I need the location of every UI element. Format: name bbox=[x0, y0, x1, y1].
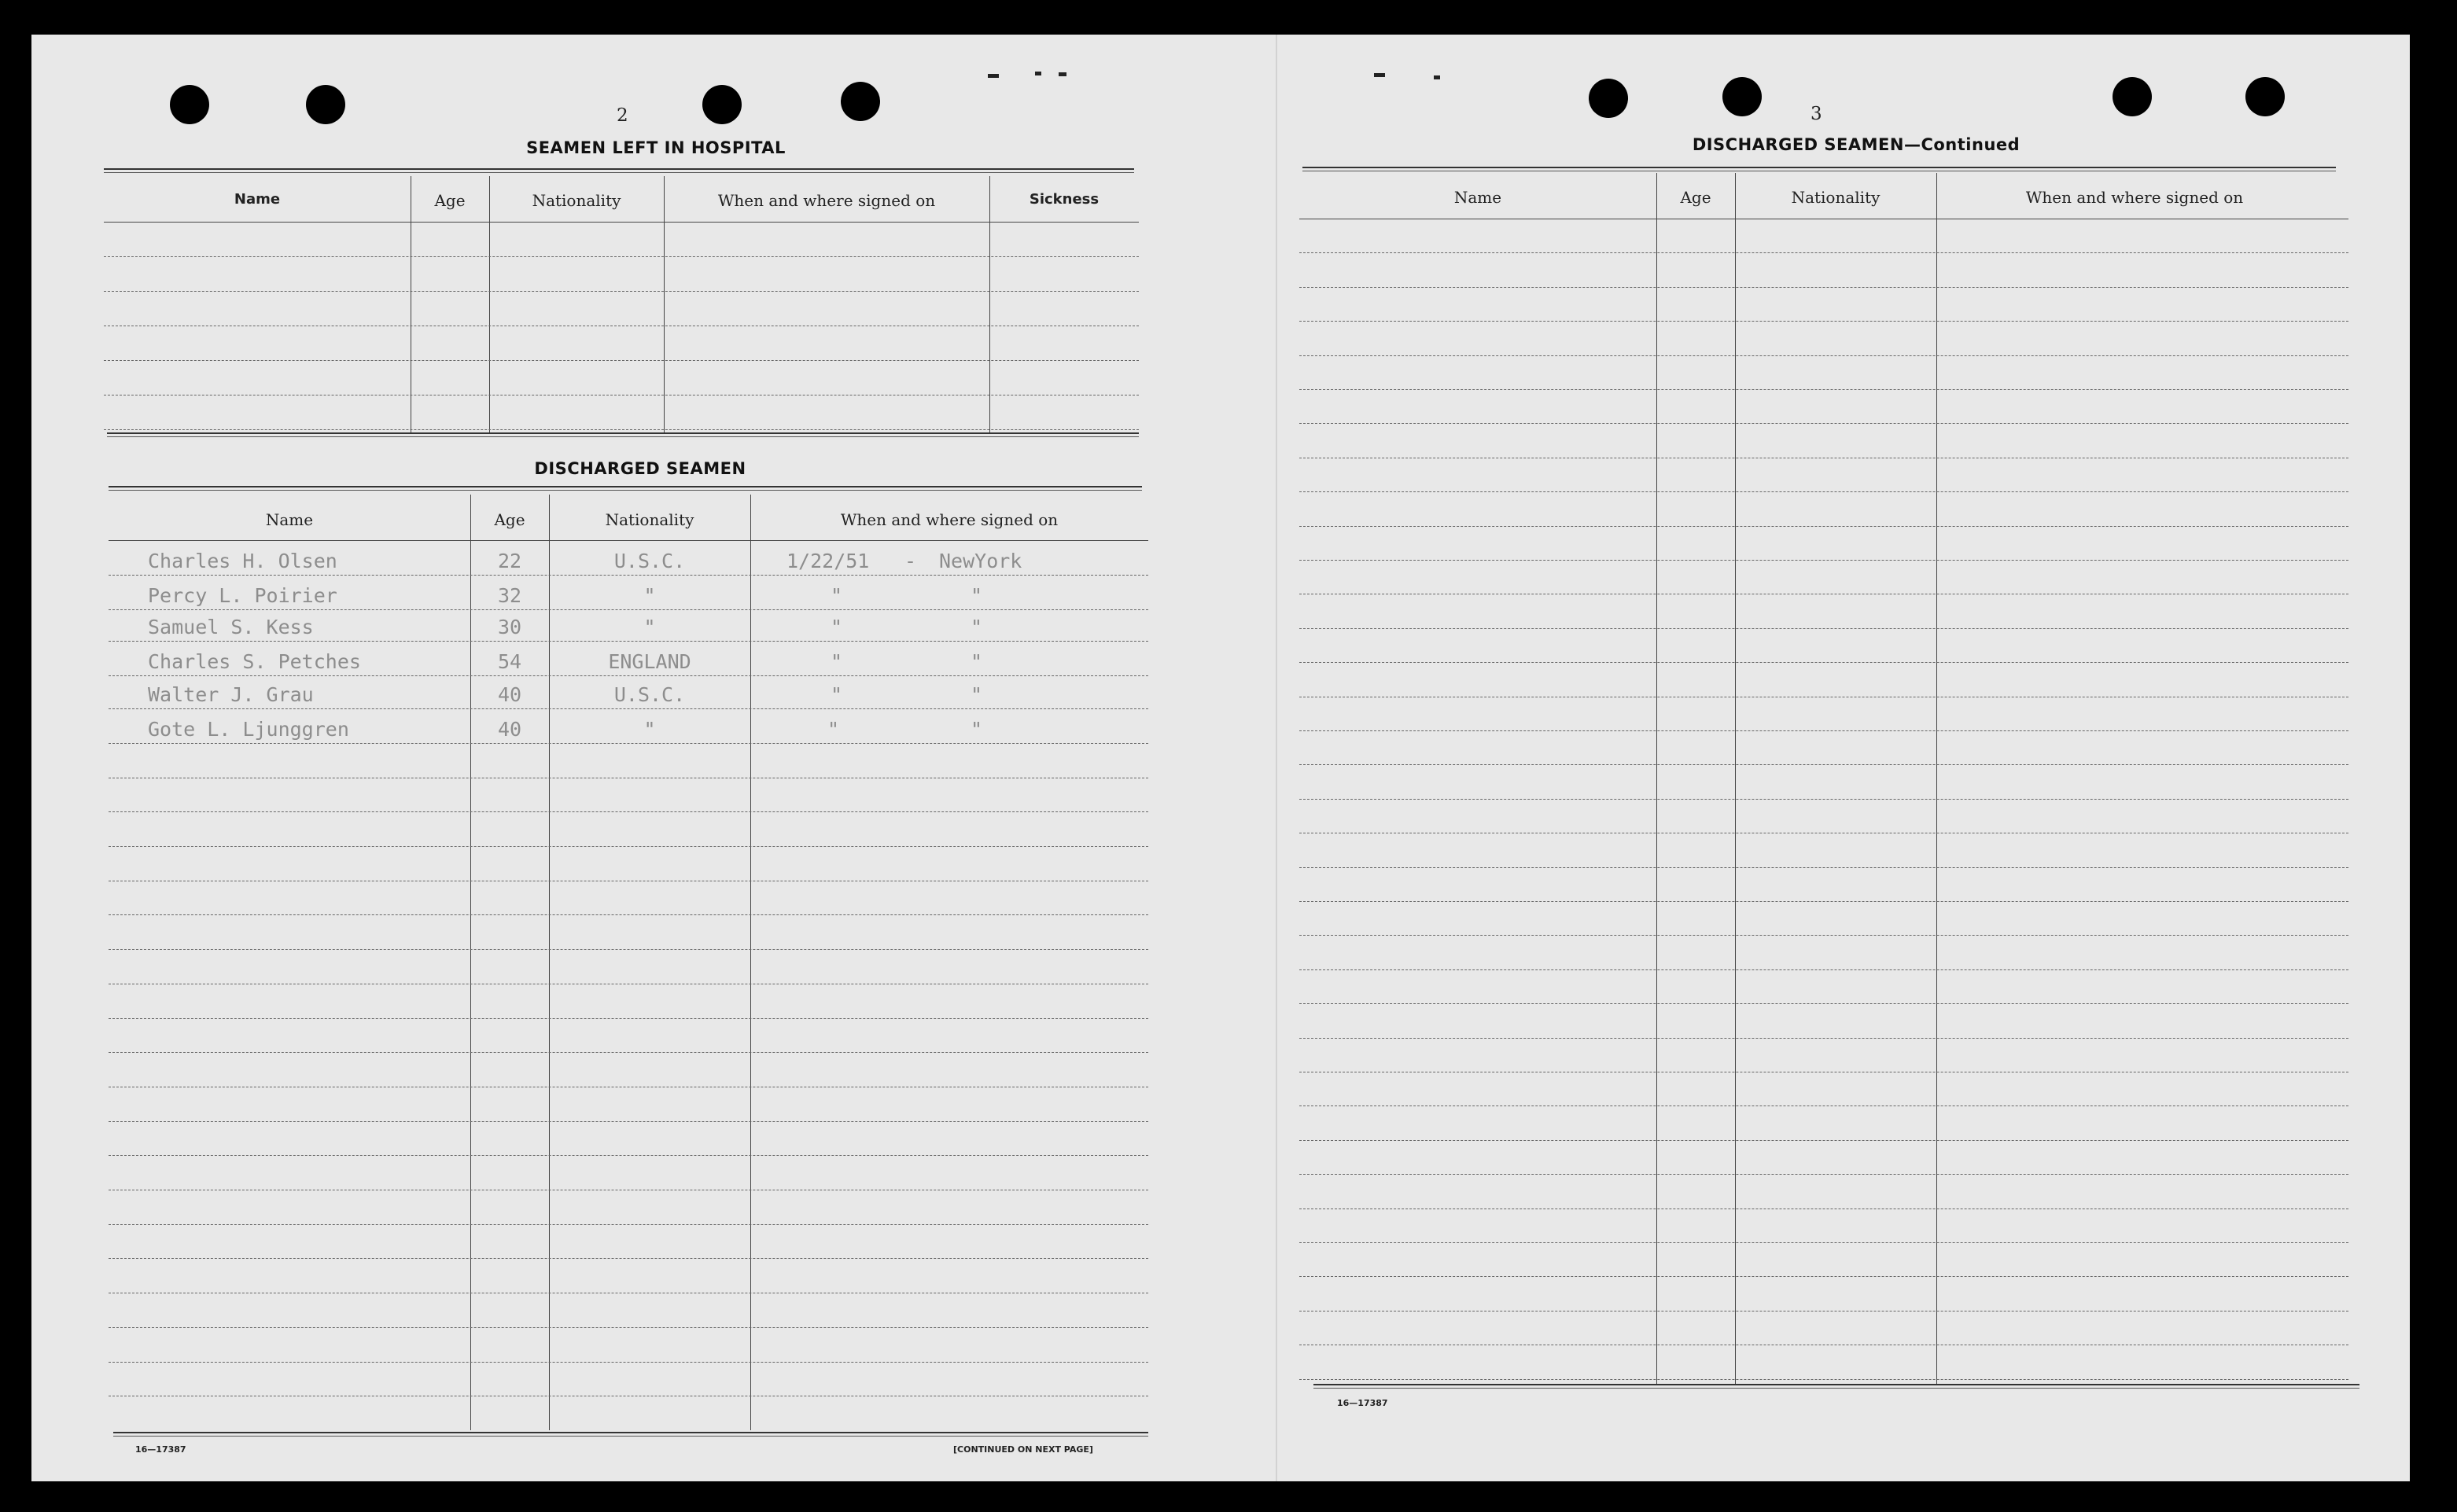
table-row bbox=[104, 256, 1139, 292]
table-row bbox=[1299, 1072, 2348, 1106]
seaman-name: Percy L. Poirier bbox=[148, 584, 337, 607]
table-row bbox=[1299, 560, 2348, 594]
double-rule bbox=[107, 432, 1139, 437]
table-row bbox=[1299, 321, 2348, 355]
table-row bbox=[109, 1155, 1148, 1190]
table-row bbox=[109, 1087, 1148, 1122]
double-rule bbox=[1302, 167, 2336, 171]
signed-on-date: " bbox=[831, 616, 843, 638]
table-header bbox=[104, 176, 1139, 223]
signed-on-place: " bbox=[971, 616, 983, 638]
column-header-name: Name bbox=[1453, 188, 1502, 207]
seaman-age: 40 bbox=[497, 683, 522, 706]
seaman-age: 22 bbox=[497, 550, 522, 572]
table-row bbox=[1299, 219, 2348, 253]
table-row bbox=[109, 846, 1148, 881]
seaman-name: Walter J. Grau bbox=[148, 683, 314, 706]
table-row bbox=[104, 326, 1139, 361]
seaman-nationality: " bbox=[643, 584, 656, 607]
table-row bbox=[1299, 1242, 2348, 1277]
column-header-nationality: Nationality bbox=[605, 510, 694, 529]
table-row bbox=[1299, 697, 2348, 731]
signed-on-place: " bbox=[971, 718, 983, 741]
seaman-name: Charles H. Olsen bbox=[148, 550, 337, 572]
signed-on-date: " bbox=[827, 718, 840, 741]
seaman-nationality: U.S.C. bbox=[613, 550, 686, 572]
table-row bbox=[109, 575, 1148, 610]
speck bbox=[1374, 73, 1385, 77]
signed-on-place: " bbox=[971, 650, 983, 673]
punch-hole bbox=[1722, 77, 1762, 116]
hospital-section-title: SEAMEN LEFT IN HOSPITAL bbox=[526, 138, 786, 157]
punch-hole bbox=[306, 85, 345, 124]
seaman-age: 40 bbox=[497, 718, 522, 741]
table-row bbox=[1299, 252, 2348, 287]
table-row bbox=[1299, 1105, 2348, 1140]
seaman-name: Charles S. Petches bbox=[148, 650, 361, 673]
form-number: 16—17387 bbox=[135, 1444, 186, 1455]
discharged-section-title: DISCHARGED SEAMEN bbox=[534, 459, 746, 478]
column-header-nationality: Nationality bbox=[532, 191, 621, 210]
discharged-table bbox=[109, 495, 1148, 1430]
table-row bbox=[1299, 526, 2348, 561]
double-rule bbox=[113, 1432, 1148, 1437]
table-row bbox=[1299, 935, 2348, 969]
punch-hole bbox=[170, 85, 209, 124]
table-row bbox=[109, 1121, 1148, 1157]
table-row bbox=[109, 915, 1148, 951]
document-sheet bbox=[31, 35, 2410, 1481]
double-rule bbox=[104, 168, 1134, 173]
table-row bbox=[1299, 458, 2348, 492]
table-row bbox=[1299, 662, 2348, 697]
signed-on-place: " bbox=[971, 683, 983, 706]
table-row bbox=[1299, 833, 2348, 867]
table-row bbox=[1299, 1038, 2348, 1072]
table-row bbox=[1299, 355, 2348, 390]
table-row bbox=[109, 949, 1148, 984]
page-number: 2 bbox=[617, 105, 628, 126]
table-header bbox=[1299, 173, 2348, 219]
continued-note: [CONTINUED ON NEXT PAGE] bbox=[953, 1444, 1093, 1455]
table-row bbox=[1299, 287, 2348, 322]
table-row bbox=[1299, 1140, 2348, 1175]
signed-on-place: " bbox=[971, 584, 983, 607]
table-row bbox=[109, 1362, 1148, 1397]
table-row bbox=[1299, 628, 2348, 663]
signed-on-date: " bbox=[831, 584, 843, 607]
table-row bbox=[1299, 389, 2348, 424]
column-header-nationality: Nationality bbox=[1791, 188, 1881, 207]
table-row bbox=[109, 708, 1148, 744]
table-row bbox=[109, 1293, 1148, 1328]
table-row bbox=[104, 222, 1139, 257]
title-suffix: —Continued bbox=[1903, 135, 2020, 154]
discharged-continued-table bbox=[1299, 173, 2348, 1384]
table-row bbox=[109, 1190, 1148, 1225]
double-rule bbox=[109, 486, 1142, 491]
column-header-age: Age bbox=[1680, 188, 1711, 207]
discharged-continued-title bbox=[1557, 135, 2155, 154]
seaman-nationality: " bbox=[643, 616, 656, 638]
table-row bbox=[1299, 1174, 2348, 1208]
table-row bbox=[1299, 730, 2348, 765]
table-row bbox=[109, 609, 1148, 642]
table-row bbox=[1299, 901, 2348, 936]
table-row bbox=[109, 811, 1148, 847]
table-row bbox=[1299, 423, 2348, 458]
table-row bbox=[1299, 867, 2348, 902]
seaman-age: 30 bbox=[497, 616, 522, 638]
table-row bbox=[1299, 969, 2348, 1004]
seaman-name: Gote L. Ljunggren bbox=[148, 718, 349, 741]
title-main: DISCHARGED SEAMEN bbox=[1692, 135, 1904, 154]
column-header-sickness: Sickness bbox=[1029, 191, 1100, 208]
signed-on-date: " bbox=[831, 683, 843, 706]
table-row bbox=[109, 675, 1148, 709]
table-row bbox=[1299, 1208, 2348, 1243]
hospital-table bbox=[104, 176, 1139, 432]
seaman-nationality: ENGLAND bbox=[608, 650, 691, 673]
table-row bbox=[1299, 594, 2348, 628]
signed-on-date: 1/22/51 bbox=[786, 550, 870, 572]
column-header-name: Name bbox=[234, 191, 281, 208]
column-header-name: Name bbox=[265, 510, 314, 529]
table-row bbox=[1299, 1311, 2348, 1345]
seaman-age: 54 bbox=[497, 650, 522, 673]
seaman-nationality: U.S.C. bbox=[613, 683, 686, 706]
table-row bbox=[109, 1018, 1148, 1054]
seaman-nationality: " bbox=[643, 718, 656, 741]
table-row bbox=[1299, 799, 2348, 833]
seaman-name: Samuel S. Kess bbox=[148, 616, 314, 638]
table-row bbox=[109, 1327, 1148, 1363]
table-row bbox=[104, 395, 1139, 430]
form-number: 16—17387 bbox=[1337, 1398, 1388, 1408]
punch-hole bbox=[702, 85, 742, 124]
punch-hole bbox=[1589, 79, 1628, 118]
column-header-when-where: When and where signed on bbox=[2025, 188, 2244, 207]
punch-hole bbox=[841, 82, 880, 121]
page-fold bbox=[1276, 35, 1277, 1481]
speck bbox=[1035, 72, 1041, 75]
column-header-when-where: When and where signed on bbox=[840, 510, 1059, 529]
column-header-when-where: When and where signed on bbox=[717, 191, 936, 210]
table-row bbox=[109, 1259, 1148, 1294]
table-row bbox=[109, 641, 1148, 676]
table-row bbox=[1299, 1003, 2348, 1038]
table-row bbox=[109, 778, 1148, 813]
speck bbox=[988, 74, 999, 78]
table-row bbox=[109, 1052, 1148, 1087]
table-row bbox=[109, 984, 1148, 1019]
table-row bbox=[1299, 491, 2348, 526]
page-number: 3 bbox=[1811, 104, 1822, 124]
punch-hole bbox=[2113, 77, 2152, 116]
table-row bbox=[104, 291, 1139, 326]
seaman-age: 32 bbox=[497, 584, 522, 607]
table-row bbox=[109, 743, 1148, 778]
speck bbox=[1434, 75, 1440, 79]
signed-on-separator: - bbox=[904, 550, 917, 572]
table-row bbox=[109, 1224, 1148, 1260]
table-row bbox=[1299, 1345, 2348, 1379]
table-row bbox=[1299, 1276, 2348, 1311]
table-row bbox=[1299, 764, 2348, 799]
signed-on-date: " bbox=[831, 650, 843, 673]
signed-on-place: NewYork bbox=[939, 550, 1022, 572]
table-row bbox=[109, 540, 1148, 576]
double-rule bbox=[1313, 1384, 2359, 1389]
table-row bbox=[104, 360, 1139, 395]
punch-hole bbox=[2245, 77, 2285, 116]
table-row bbox=[109, 881, 1148, 916]
column-header-age: Age bbox=[494, 510, 525, 529]
column-header-age: Age bbox=[434, 191, 466, 210]
speck bbox=[1059, 72, 1066, 76]
table-header bbox=[109, 495, 1148, 541]
